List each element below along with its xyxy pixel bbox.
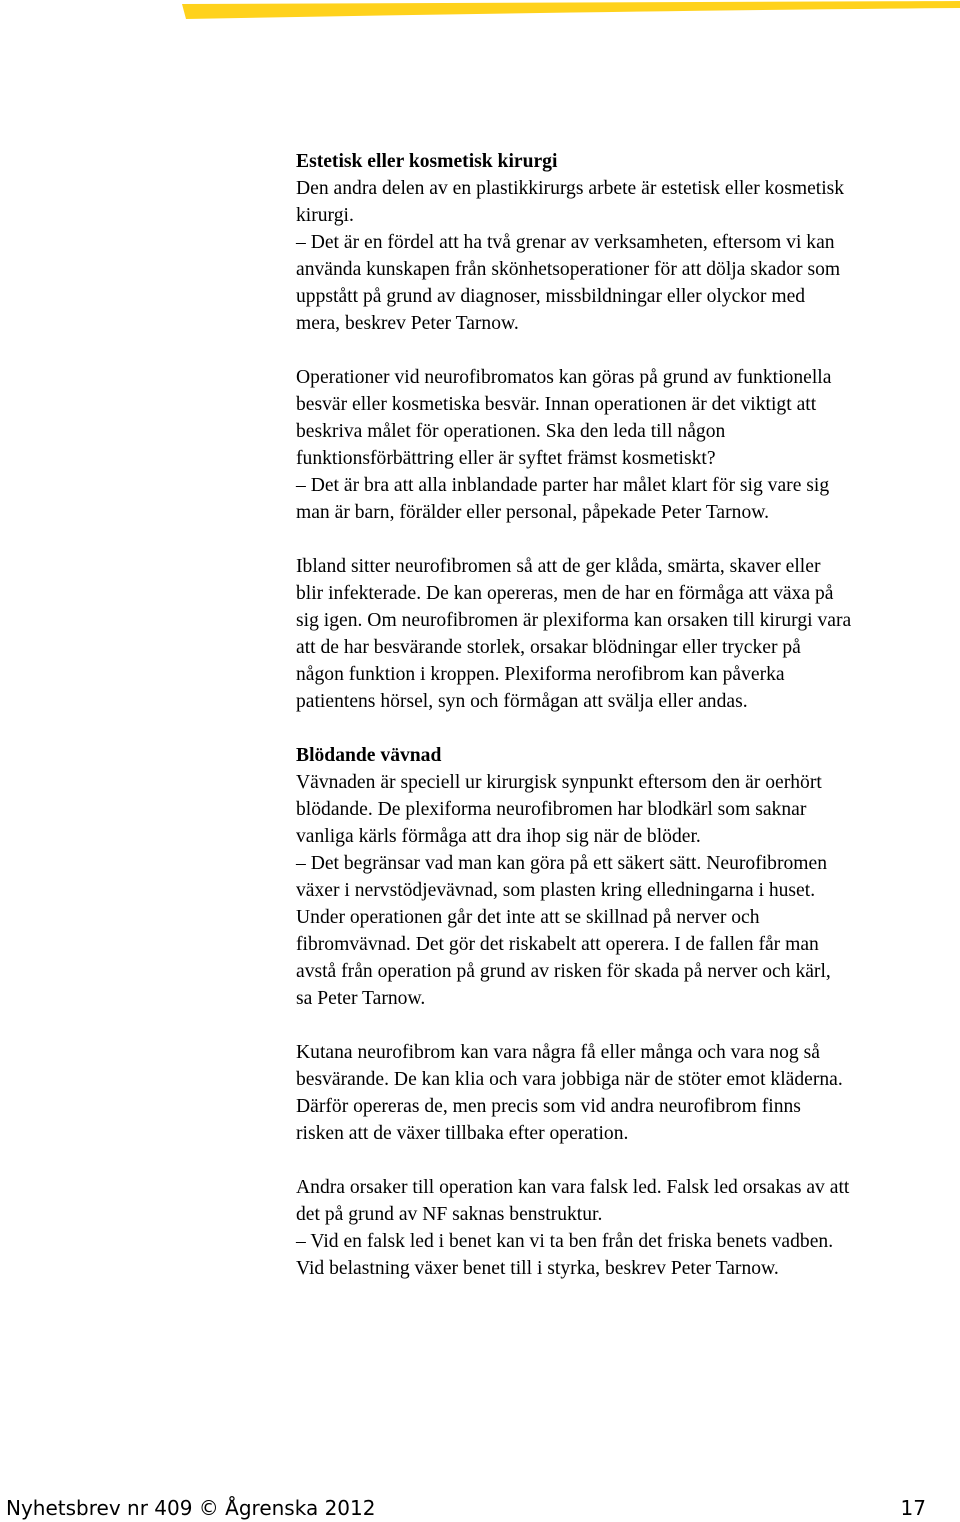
text-line: Under operationen går det inte att se skillnad på nerver och (296, 907, 760, 928)
section-heading: Blödande vävnad (296, 745, 442, 766)
paragraph (296, 769, 960, 850)
footer-publication: Nyhetsbrev nr 409 © Ågrenska 2012 (6, 1496, 376, 1520)
text-line: – Vid en falsk led i benet kan vi ta ben från det friska benets vadben. (296, 1231, 834, 1252)
text-line: blödande. De plexiforma neurofibromen har blodkärl som saknar (296, 799, 807, 820)
text-line: använda kunskapen från skönhetsoperationer för att dölja skador som (296, 259, 841, 280)
paragraph (296, 553, 960, 715)
text-line: växer i nervstödjevävnad, som plasten kring elledningarna i huset. (296, 880, 816, 901)
text-line: det på grund av NF saknas benstruktur. (296, 1204, 603, 1225)
text-line: Den andra delen av en plastikkirurgs arbete är estetisk eller kosmetisk (296, 178, 845, 199)
section-blodande-vavnad (296, 742, 960, 1282)
text-line: besvärande. De kan klia och vara jobbiga när de stöter emot kläderna. (296, 1069, 843, 1090)
section-estetisk-kirurgi (296, 148, 960, 715)
paragraph (296, 1174, 960, 1228)
text-line: man är barn, förälder eller personal, påpekade Peter Tarnow. (296, 502, 770, 523)
text-line: patientens hörsel, syn och förmågan att svälja eller andas. (296, 691, 748, 712)
text-line: vanliga kärls förmåga att dra ihop sig när de blöder. (296, 826, 701, 847)
text-line: uppstått på grund av diagnoser, missbildningar eller olyckor med (296, 286, 806, 307)
text-line: sig igen. Om neurofibromen är plexiforma kan orsaken till kirurgi vara (296, 610, 852, 631)
page-number: 17 (900, 1496, 926, 1520)
text-line: avstå från operation på grund av risken för skada på nerver och kärl, (296, 961, 831, 982)
text-line: blir infekterade. De kan opereras, men de har en förmåga att växa på (296, 583, 834, 604)
text-line: någon funktion i kroppen. Plexiforma nerofibrom kan påverka (296, 664, 785, 685)
quote-paragraph (296, 472, 960, 526)
paragraph (296, 364, 960, 472)
text-line: sa Peter Tarnow. (296, 988, 426, 1009)
paragraph (296, 175, 960, 229)
quote-paragraph (296, 850, 960, 1012)
text-line: Operationer vid neurofibromatos kan göras på grund av funktionella (296, 367, 832, 388)
text-line: att de har besvärande storlek, orsakar blödningar eller trycker på (296, 637, 801, 658)
text-line: fibromvävnad. Det gör det riskabelt att operera. I de fallen får man (296, 934, 819, 955)
header-decoration-stripe (0, 0, 960, 24)
article-body (296, 148, 960, 1309)
paragraph (296, 1039, 960, 1147)
page-footer (6, 1494, 926, 1522)
quote-paragraph (296, 1228, 960, 1282)
text-line: funktionsförbättring eller är syftet främst kosmetiskt? (296, 448, 716, 469)
quote-paragraph (296, 229, 960, 337)
text-line: kirurgi. (296, 205, 354, 226)
text-line: besvär eller kosmetiska besvär. Innan operationen är det viktigt att (296, 394, 817, 415)
text-line: Kutana neurofibrom kan vara några få eller många och vara nog så (296, 1042, 820, 1063)
text-line: Vävnaden är speciell ur kirurgisk synpunkt eftersom den är oerhört (296, 772, 822, 793)
text-line: mera, beskrev Peter Tarnow. (296, 313, 519, 334)
text-line: – Det är bra att alla inblandade parter har målet klart för sig vare sig (296, 475, 830, 496)
text-line: Vid belastning växer benet till i styrka, beskrev Peter Tarnow. (296, 1258, 779, 1279)
text-line: beskriva målet för operationen. Ska den leda till någon (296, 421, 726, 442)
text-line: Därför opereras de, men precis som vid andra neurofibrom finns (296, 1096, 801, 1117)
text-line: Ibland sitter neurofibromen så att de ger klåda, smärta, skaver eller (296, 556, 821, 577)
section-heading: Estetisk eller kosmetisk kirurgi (296, 151, 558, 172)
text-line: – Det är en fördel att ha två grenar av verksamheten, eftersom vi kan (296, 232, 835, 253)
text-line: – Det begränsar vad man kan göra på ett säkert sätt. Neurofibromen (296, 853, 828, 874)
text-line: Andra orsaker till operation kan vara falsk led. Falsk led orsakas av att (296, 1177, 850, 1198)
text-line: risken att de växer tillbaka efter operation. (296, 1123, 629, 1144)
